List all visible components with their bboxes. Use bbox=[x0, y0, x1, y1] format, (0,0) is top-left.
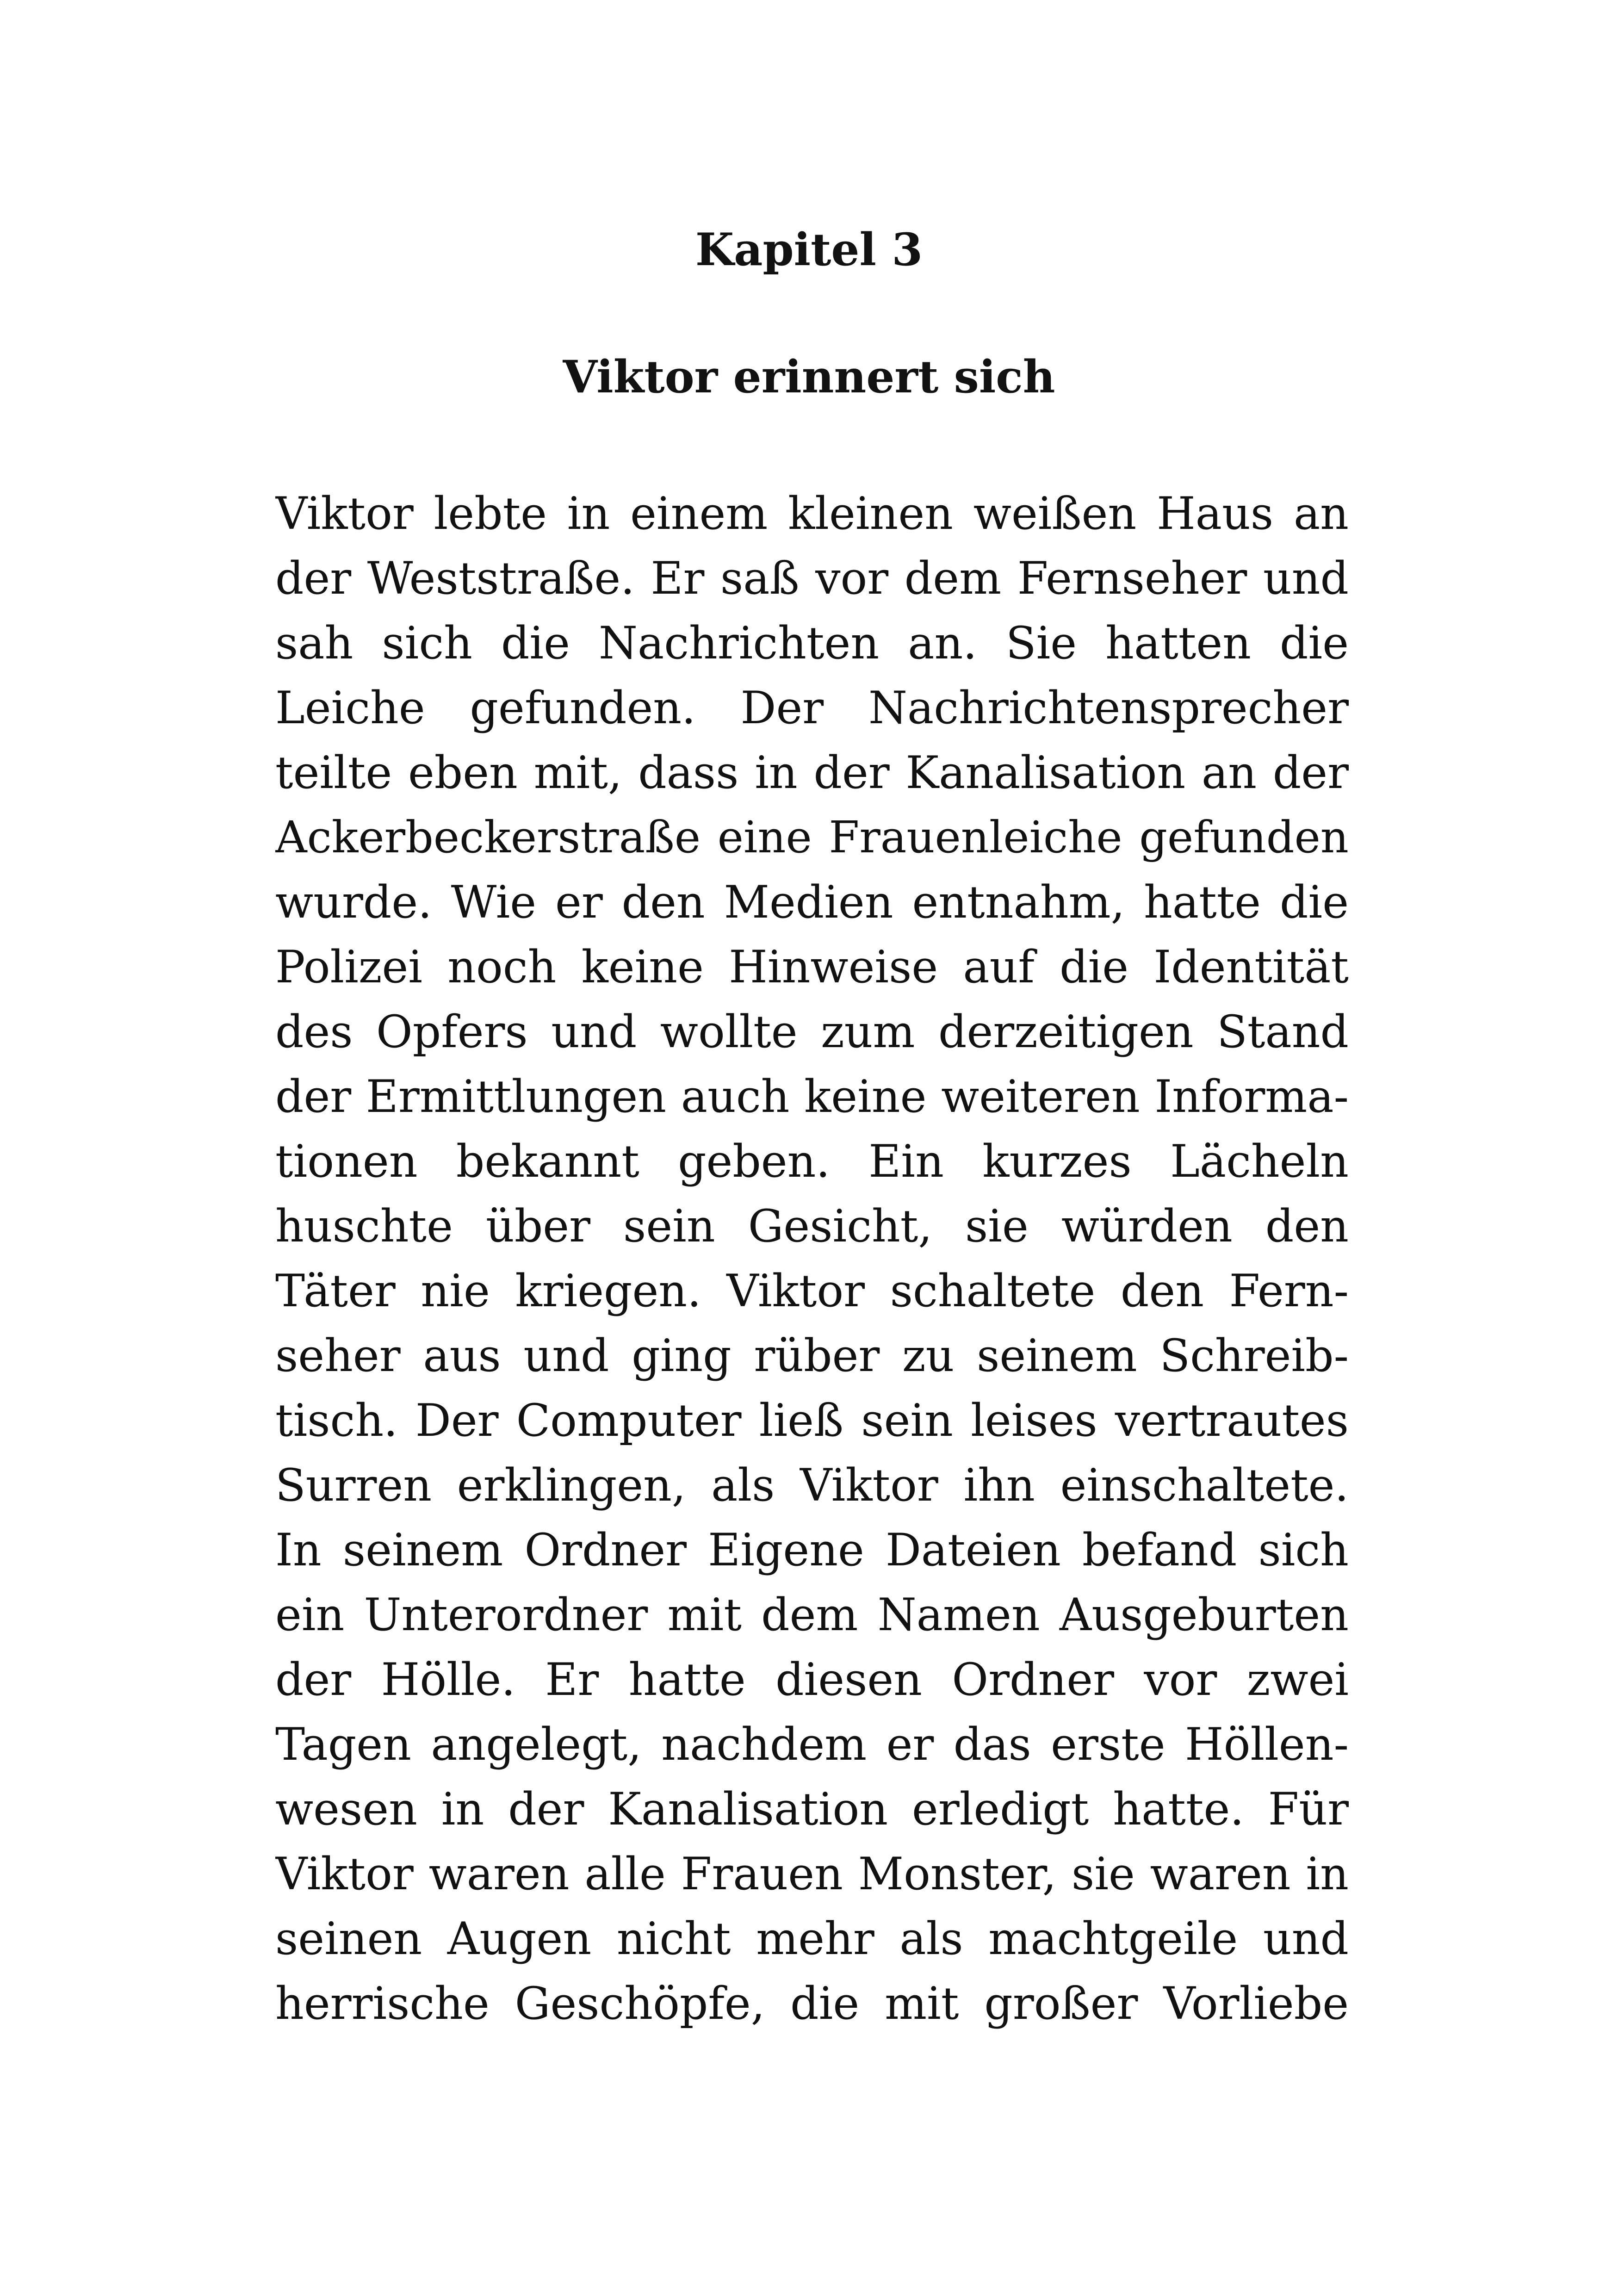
text-line: tisch. Der Computer ließ sein leises vertrautes bbox=[275, 1395, 1349, 1446]
text-line: teilte eben mit, dass in der Kanalisation an der bbox=[275, 747, 1349, 799]
text-line: Ackerbeckerstraße eine Frauenleiche gefunden bbox=[275, 812, 1349, 863]
text-line: der Ermittlungen auch keine weiteren Informa- bbox=[275, 1071, 1349, 1123]
text-line: Viktor lebte in einem kleinen weißen Haus an bbox=[275, 488, 1349, 540]
text-line: In seinem Ordner Eigene Dateien befand sich bbox=[275, 1524, 1349, 1576]
text-line: wesen in der Kanalisation erledigt hatte. Für bbox=[275, 1783, 1349, 1835]
text-line: Täter nie kriegen. Viktor schaltete den Fern- bbox=[275, 1265, 1349, 1317]
text-line: tionen bekannt geben. Ein kurzes Lächeln bbox=[275, 1136, 1349, 1187]
text-line: des Opfers und wollte zum derzeitigen Stand bbox=[275, 1006, 1349, 1058]
text-line: wurde. Wie er den Medien entnahm, hatte die bbox=[275, 876, 1349, 928]
body-paragraph bbox=[275, 481, 1349, 2036]
text-line: huschte über sein Gesicht, sie würden den bbox=[275, 1200, 1349, 1252]
text-line: herrische Geschöpfe, die mit großer Vorliebe bbox=[275, 1978, 1349, 2029]
text-line: Leiche gefunden. Der Nachrichtensprecher bbox=[275, 682, 1349, 734]
chapter-number: Kapitel 3 bbox=[695, 223, 923, 276]
text-line: seher aus und ging rüber zu seinem Schreib- bbox=[275, 1330, 1349, 1382]
chapter-title: Viktor erinnert sich bbox=[563, 351, 1055, 403]
text-line: Viktor waren alle Frauen Monster, sie waren in bbox=[275, 1848, 1349, 1900]
text-line: ein Unterordner mit dem Namen Ausgeburten bbox=[275, 1589, 1349, 1641]
text-line: Polizei noch keine Hinweise auf die Identität bbox=[275, 941, 1349, 993]
text-line: der Weststraße. Er saß vor dem Fernseher und bbox=[275, 552, 1349, 604]
text-line: Tagen angelegt, nachdem er das erste Höllen- bbox=[275, 1719, 1349, 1770]
text-line: der Hölle. Er hatte diesen Ordner vor zwei bbox=[275, 1654, 1349, 1706]
text-line: Surren erklingen, als Viktor ihn einschaltete. bbox=[275, 1459, 1349, 1511]
text-line: seinen Augen nicht mehr als machtgeile und bbox=[275, 1913, 1349, 1965]
text-line: sah sich die Nachrichten an. Sie hatten die bbox=[275, 617, 1349, 669]
